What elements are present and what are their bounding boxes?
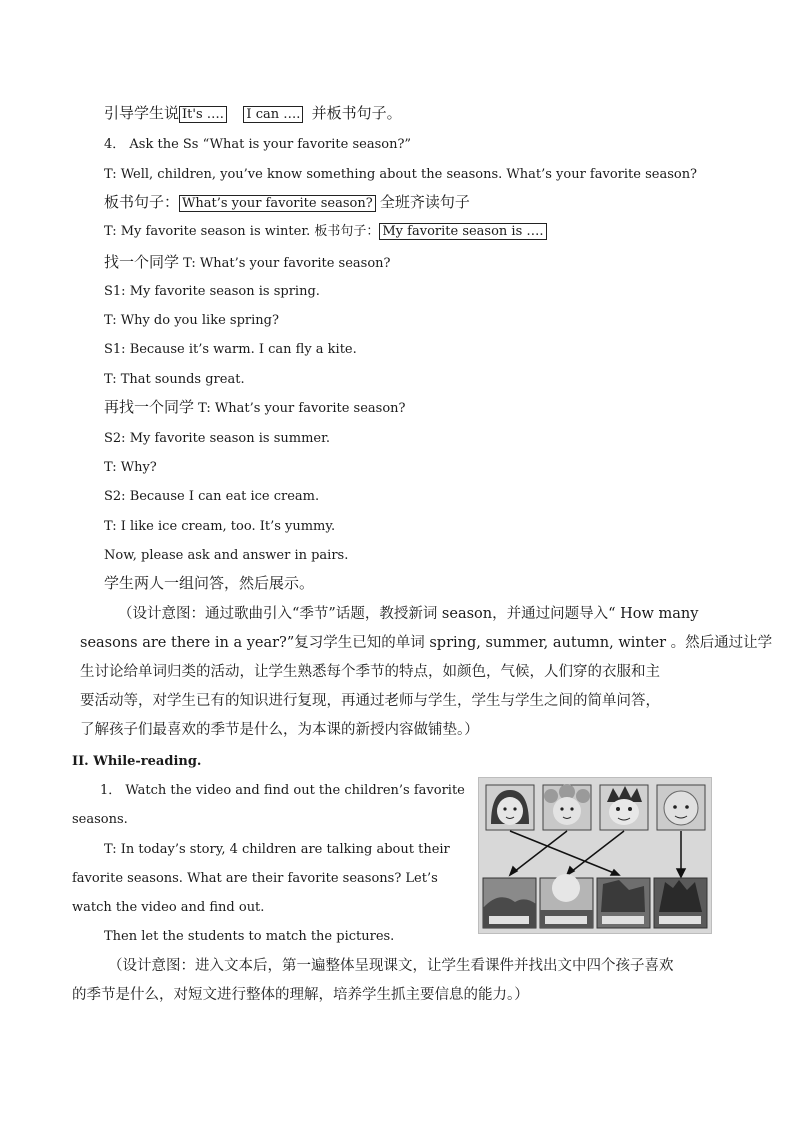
design-intent-2 bbox=[72, 952, 722, 1010]
teacher-story-line-2: favorite seasons. What are their favorite seasons? Let’s bbox=[72, 871, 438, 886]
text-find-another: 再找一个同学 bbox=[104, 398, 195, 416]
matching-figure bbox=[478, 777, 712, 934]
design-intent-1-line: 了解孩子们最喜欢的季节是什么，为本课的新授内容做铺垫。） bbox=[80, 722, 479, 738]
teacher-line-5: T: Why? bbox=[104, 460, 157, 475]
match-pictures-line: Then let the students to match the pictures. bbox=[104, 929, 395, 944]
text-find-student: 找一个同学 bbox=[104, 253, 180, 271]
matching-arrows bbox=[510, 831, 685, 877]
teacher-story-line-3: watch the video and find out. bbox=[72, 900, 265, 915]
s1-line-2: S1: Because it’s warm. I can fly a kite. bbox=[104, 342, 357, 357]
design-intent-2-line: （设计意图：进入文本后，第一遍整体呈现课文，让学生看课件并找出文中四个孩子喜欢 bbox=[108, 958, 674, 974]
teacher-line-2 bbox=[104, 223, 547, 241]
boxed-its: It's …. bbox=[179, 106, 227, 123]
ask-another-student-line bbox=[104, 398, 406, 418]
matching-figure-svg bbox=[479, 778, 711, 933]
teacher-line-4: T: That sounds great. bbox=[104, 372, 245, 387]
design-intent-1-line: 生讨论给单词归类的活动，让学生熟悉每个季节的特点，如颜色，气候，人们穿的衣服和主 bbox=[80, 664, 660, 680]
text-my-favorite-winter: T: My favorite season is winter. 板书句子： bbox=[104, 224, 380, 239]
text-question-2: T: What’s your favorite season? bbox=[194, 401, 406, 416]
boxed-i-can: I can …. bbox=[243, 106, 303, 123]
s2-line-2: S2: Because I can eat ice cream. bbox=[104, 489, 320, 504]
pair-work-line: Now, please ask and answer in pairs. bbox=[104, 548, 349, 563]
board-sentence-line bbox=[104, 193, 470, 213]
text-question: T: What’s your favorite season? bbox=[179, 256, 391, 271]
autumn-scene-icon bbox=[597, 878, 650, 928]
design-intent-1-line: 要活动等，对学生已有的知识进行复现，再通过老师与学生，学生与学生之间的简单问答， bbox=[80, 693, 660, 709]
students-pair-line: 学生两人一组问答，然后展示。 bbox=[104, 574, 315, 592]
bald-boy-face-icon bbox=[657, 785, 705, 830]
text-class-read: 全班齐读句子 bbox=[379, 193, 470, 211]
design-intent-2-line: 的季节是什么，对短文进行整体的理解，培养学生抓主要信息的能力。） bbox=[72, 987, 529, 1003]
text-board-label: 板书句子： bbox=[104, 193, 180, 211]
spiky-hair-boy-face-icon bbox=[600, 785, 648, 830]
design-intent-1 bbox=[80, 600, 773, 745]
s2-line-1: S2: My favorite season is summer. bbox=[104, 431, 331, 446]
teacher-story-line-1: T: In today’s story, 4 children are talking about their bbox=[104, 842, 450, 857]
design-intent-1-line: （设计意图：通过歌曲引入“季节”话题，教授新词 season，并通过问题导入“ How many bbox=[118, 606, 699, 622]
summer-scene-icon bbox=[540, 874, 593, 928]
task-1-line: 1． Watch the video and find out the children’s favorite bbox=[100, 783, 465, 798]
text-board-sentence: 并板书句子。 bbox=[311, 104, 402, 122]
ask-student-line bbox=[104, 253, 391, 273]
curly-hair-girl-face-icon bbox=[543, 784, 591, 830]
section-while-reading-heading: II. While-reading. bbox=[72, 754, 202, 769]
s1-line-1: S1: My favorite season is spring. bbox=[104, 284, 320, 299]
teacher-line-3: T: Why do you like spring? bbox=[104, 313, 279, 328]
boxed-whats-favorite: What’s your favorite season? bbox=[179, 195, 376, 212]
teacher-line-1: T: Well, children, you’ve know something about the seasons. What’s your favorite season? bbox=[104, 167, 698, 182]
design-intent-1-line: seasons are there in a year?”复习学生已知的单词 spring, summer, autumn, winter 。然后通过让学 bbox=[80, 635, 773, 651]
girl-face-icon bbox=[486, 785, 534, 830]
boxed-my-favorite: My favorite season is …. bbox=[379, 223, 546, 240]
task-1-line-cont: seasons. bbox=[72, 812, 128, 827]
winter-scene-icon bbox=[654, 878, 707, 928]
text-guide: 引导学生说 bbox=[104, 104, 180, 122]
spring-scene-icon bbox=[483, 878, 536, 928]
teacher-line-6: T: I like ice cream, too. It’s yummy. bbox=[104, 519, 336, 534]
line-guide-students bbox=[104, 104, 402, 124]
step-4-line: 4． Ask the Ss “What is your favorite season?” bbox=[104, 137, 412, 152]
